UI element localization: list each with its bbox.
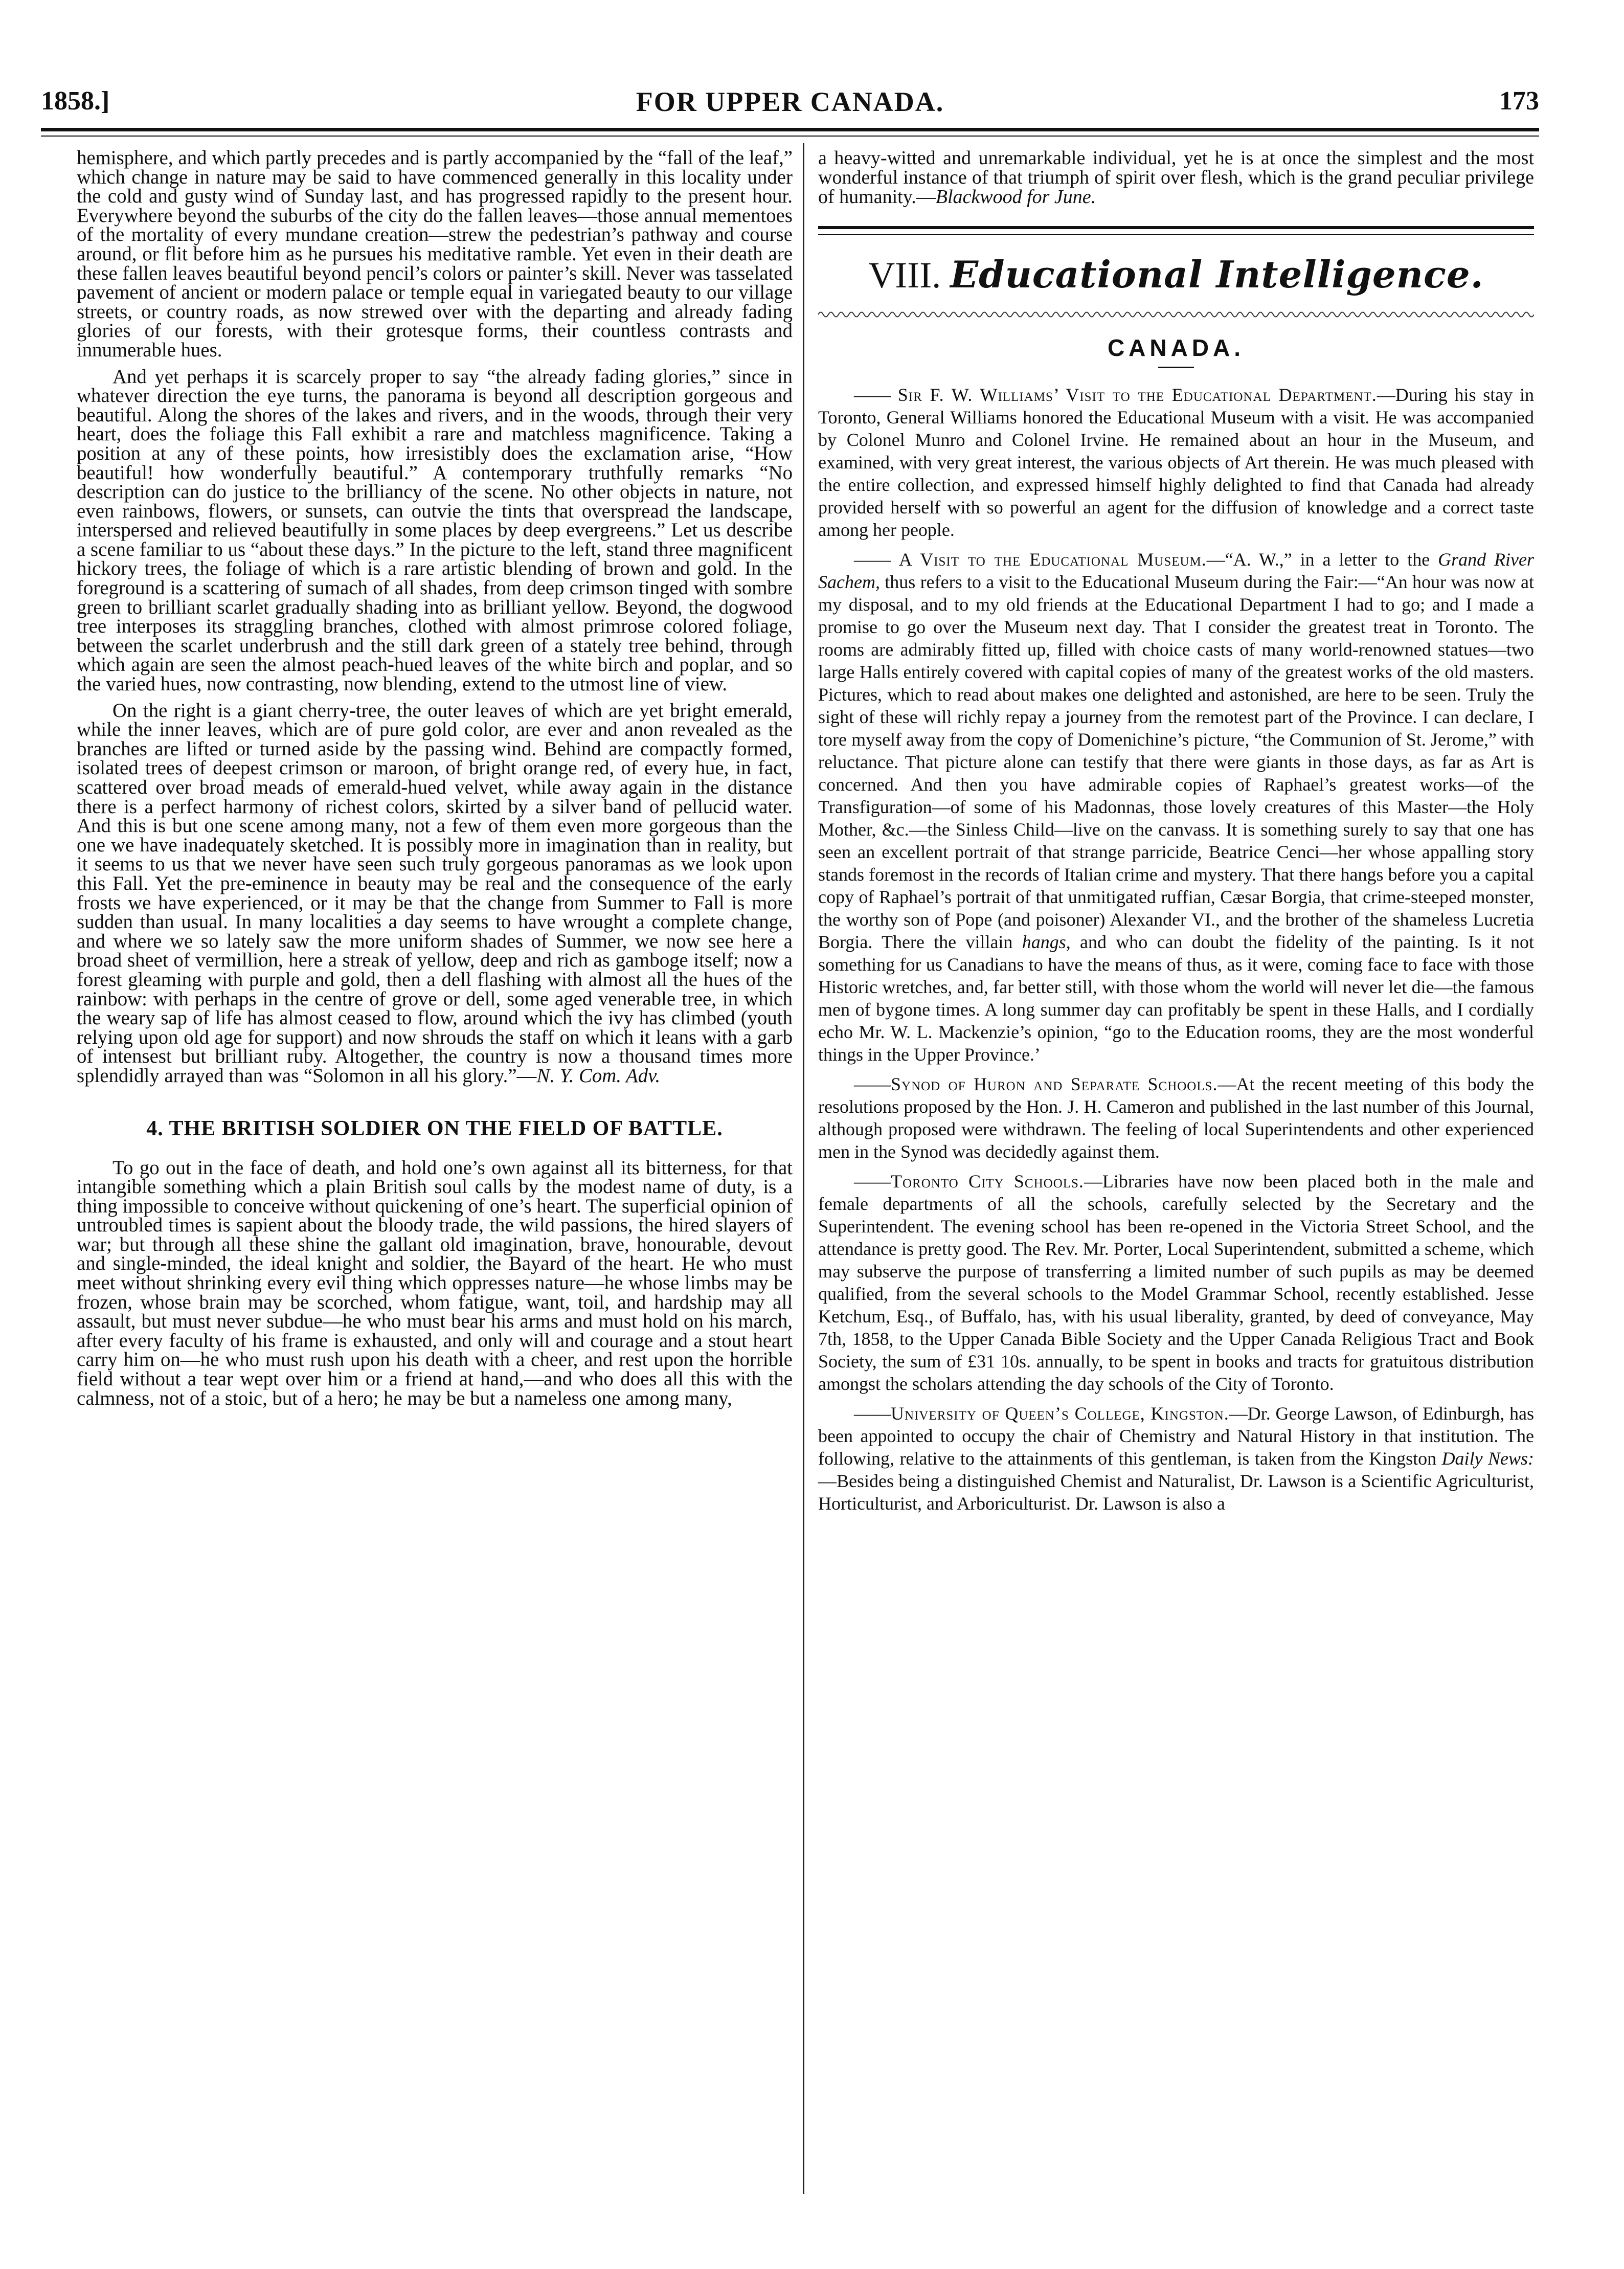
item-text: —Besides being a distinguished Chemist and Naturalist, Dr. Lawson is a Scientific Agriculturist, Horticulturist, and Arboriculturist. Dr. Lawson is also a <box>818 1471 1534 1514</box>
item-italic: hangs, <box>1022 932 1071 952</box>
paragraph-text: On the right is a giant cherry-tree, the outer leaves of which are yet bright emerald, while the inner leaves, which are of pure gold color, are ever and anon revealed as the branches are lifted or turned aside by the passing wind. Behind are compactly formed, isolated trees of deepest crimson or maroon, of bright orange red, of every hue, in fact, scattered over broad meads of emerald-hued velvet, while away again in the distance there is a perfect harmony of richest colors, skirted by a silver band of pellucid water. And this is but one scene among many, not a few of them even more gorgeous than the one we have inadequately sketched. It is possibly more in imagination than in reality, but it seems to us that we never have seen such truly gorgeous panoramas as we look upon this Fall. Yet the pre-eminence in beauty may be real and the consequence of the early frosts we have experienced, or it may be that the change from Summer to Fall is more sudden than usual. In many localities a day seems to have wrought a complete change, and where we so lately saw the more uniform shades of Summer, we now see here a broad sheet of vermillion, here a streak of yellow, deep and rich as gamboge itself; now a forest gleaming with purple and gold, then a dell flashing with almost all the hues of the rainbow: with perhaps in the centre of grove or dell, some aged venerable tree, in which the weary sap of life has almost ceased to flow, around which the ivy has climbed (youth relying upon old age for support) and now shrouds the staff on which it leans with a garb of intensest but brilliant ruby. Altogether, the country is now a thousand times more splendidly arrayed than was “Solomon in all his glory.”— <box>77 699 793 1087</box>
item-dash: —— <box>854 1171 891 1192</box>
item-text: —Libraries have now been placed both in the male and female departments of all the schools, carefully selected by the Secretary and the Superintendent. The evening school has been re-opened in the Victoria Street School, and the attendance is pretty good. The Rev. Mr. Porter, Local Superintendent, submitted a scheme, which may subserve the purpose of transferring a limited number of such pupils as may be deemed qualified, from the several schools to the Model Grammar School, recently established. Jesse Ketchum, Esq., of Buffalo, has, with his usual liberality, granted, by deed of conveyance, May 7th, 1858, to the Upper Canada Bible Society and the Upper Canada Religious Tract and Book Society, the sum of £31 10s. annually, to be spent in books and tracts for gratuitous distribution amongst the scholars attending the day schools of the City of Toronto. <box>818 1171 1534 1394</box>
item-text: —At the recent meeting of this body the resolutions proposed by the Hon. J. H. Cameron and published in the last number of this Journal, although proposed were withdrawn. The feeling of local Superintendents and other experienced men in the Synod was decidedly against them. <box>818 1074 1534 1162</box>
paragraph <box>818 148 1534 207</box>
paragraph: And yet perhaps it is scarcely proper to say “the already fading glories,” since in whatever direction the eye turns, the panorama is beyond all description gorgeous and beautiful. Along the shores of the lakes and rivers, and in the woods, through their very heart, does the foliage this Fall exhibit a rare and matchless magnificence. Taking a position at any of these points, how irresistibly does the exclamation arise, “How beautiful! how wonderfully beautiful.” A contemporary truthfully remarks “No description can do justice to the brilliancy of the scene. No other objects in nature, not even rainbows, flowers, or sunsets, can outvie the tints that overspread the landscape, interspersed and relieved beautifully in some places by deep evergreens.” Let us describe a scene familiar to us “about these days.” In the picture to the left, stand three magnificent hickory trees, the foliage of which is a rare artistic blending of brown and gold. In the foreground is a scattering of sumach of all shades, from deep crimson tinged with sombre green to brilliant scarlet gradually shading into as brilliant yellow. Beyond, the dogwood tree interposes its straggling branches, clothed with almost primrose colored foliage, between the scarlet underbrush and the still dark green of a stately tree behind, through which again are seen the almost peach-hued leaves of the white birch and poplar, and so the varied hues, now contrasting, now blending, extend to the utmost line of view. <box>77 365 793 695</box>
item-title: Toronto City Schools. <box>891 1171 1084 1192</box>
item-title: Sir F. W. Williams’ Visit to the Educational Department. <box>897 385 1377 405</box>
short-rule <box>1158 367 1194 368</box>
section-separator <box>818 226 1534 235</box>
column-divider <box>803 143 804 2194</box>
section-name: Educational Intelligence. <box>950 253 1484 296</box>
item-text: —During his stay in Toronto, General Williams honored the Educational Museum with a visit. He was accompanied by Colonel Munro and Colonel Irvine. He remained about an hour in the Museum, and examined, with very great interest, the various objects of Art therein. He was much pleased with the entire collection, and expressed himself highly delighted to find that Canada had already provided herself with so powerful an agent for the diffusion of knowledge and a correct taste among her people. <box>818 385 1535 540</box>
paragraph-text: a heavy-witted and unremarkable individual, yet he is at once the simplest and the most wonderful instance of that triumph of spirit over flesh, which is the grand peculiar privilege of humanity.— <box>818 147 1534 208</box>
item-dash: —— <box>854 1403 891 1424</box>
section-number: VIII. <box>868 255 941 296</box>
header-title: FOR UPPER CANADA. <box>636 86 944 117</box>
header-rule-thick <box>41 128 1539 131</box>
section-title <box>818 253 1534 297</box>
article-heading: 4. THE BRITISH SOLDIER ON THE FIELD OF BATTLE. <box>146 1116 723 1140</box>
item-italic: Grand River Sachem, <box>818 549 1534 592</box>
page-number: 173 <box>1499 86 1539 116</box>
item-dash: —— <box>854 385 898 405</box>
news-item <box>818 1402 1534 1515</box>
header-rule-thin <box>41 136 1539 137</box>
news-item <box>818 1170 1534 1395</box>
paragraph: To go out in the face of death, and hold one’s own against all its bitterness, for that intangible something which a plain British soul calls by the modest name of duty, is a thing impossible to conceive without quickening of one’s heart. The superficial opinion of untroubled times is sapient about the bloody trade, the wild passions, the hired slayers of war; but through all these shine the gallant old imagination, brave, honourable, devout and single-minded, the ideal knight and soldier, the Bayard of the heart. He who must meet without shrinking every evil thing which oppresses nature—he whose limbs may be frozen, whose brain may be scorched, whom fatigue, want, toil, and hardship may all assault, but must never subdue—he who must bear his arms and must hold on his march, after every faculty of his frame is exhausted, and only will and courage and a stout heart carry him on—he who must rush upon his death with a cheer, and rest upon the horrible field without a tear wept over him or a friend at hand,—and who does all this with the calmness, not of a stoic, but of a hero; he may be but a nameless one among many, <box>77 1156 793 1409</box>
news-item <box>818 1073 1534 1163</box>
source-citation: N. Y. Com. Adv. <box>536 1064 661 1087</box>
news-item <box>818 548 1534 1066</box>
running-header <box>41 86 1539 132</box>
item-italic: Daily News: <box>1441 1448 1534 1469</box>
item-title: Synod of Huron and Separate Schools. <box>891 1074 1218 1094</box>
paragraph: hemisphere, and which partly precedes and is partly accompanied by the “fall of the leaf,” which change in nature may be said to have commenced generally in this locality under the cold and gusty wind of Sunday last, and has progressed rapidly to the present hour. Everywhere beyond the suburbs of the city do the fallen leaves—those annual mementoes of the mortality of every mundane creation—strew the pedestrian’s pathway and course around, or flit before him as he pursues his meditative ramble. Yet even in their death are these fallen leaves beautiful beyond pencil’s colors or painter’s skill. Never was tasselated pavement of ancient or modern palace or temple equal in variegated beauty to our village streets, or country roads, as now strewed over with the departing and already fading glories of our forests, with their grotesque forms, their countless contrasts and innumerable hues. <box>77 147 793 361</box>
item-text: —Dr. George Lawson, of Edinburgh, has been appointed to occupy the chair of Chemistry and Natural History in that institution. The following, relative to the attainments of this gentleman, is taken from the Kingston <box>818 1403 1534 1469</box>
item-dash: —— <box>854 1074 891 1094</box>
left-column <box>77 148 793 1415</box>
source-citation: Blackwood for June. <box>935 186 1096 208</box>
right-column <box>818 148 1534 1522</box>
region-heading: CANADA. <box>1107 334 1245 361</box>
item-text: thus refers to a visit to the Educational Museum during the Fair:—“An hour was now at my disposal, and to my old friends at the Educational Department I had to go; and I made a promise to go over the Museum next day. That I consider the greatest treat in Toronto. The rooms are admirably fitted up, filled with choice casts of many world-renowned statues—two large Halls entirely covered with capital copies of many of the greatest works of the old masters. Pictures, which to read about makes one delighted and astonished, are here to be seen. Truly the sight of these will richly repay a journey from the remotest part of the Province. I can declare, I tore myself away from the copy of Domenichine’s picture, “the Communion of St. Jerome,” with reluctance. That picture alone can testify that there were giants in those days, as far as Art is concerned. And then you have admirable copies of Raphael’s greatest works—of the Transfiguration—of some of his Madonnas, those lovely creatures of this Master—the Holy Mother, &c.—the Sinless Child—live on the canvass. It is something surely to say that one has seen an excellent portrait of that strange parricide, Beatrice Cenci—her whose appalling story stands foremost in the records of Italian crime and mystery. That there hangs before you a capital copy of Raphael’s portrait of that unmitigated ruffian, Cæsar Borgia, that crime-steeped monster, the worthy son of Pope (and poisoner) Alexander VI., and the brother of the shameless Lucretia Borgia. There the villain <box>818 572 1534 952</box>
item-title: University of Queen’s College, Kingston. <box>891 1403 1229 1424</box>
item-text: —“A. W.,” in a letter to the <box>1206 549 1438 570</box>
news-item <box>818 384 1534 541</box>
item-dash: —— <box>854 549 899 570</box>
item-title: A Visit to the Educational Museum. <box>898 549 1207 570</box>
item-text: and who can doubt the fidelity of the painting. Is it not something for us Canadians to have the means of thus, as it were, coming face to face with those Historic wretches, and, far better still, with those whom the world will never let die—the famous men of bygone times. A long summer day can profitably be spent in these Halls, and I cordially echo Mr. W. L. Mackenzie’s opinion, “go to the Education rooms, they are the most wonderful things in the Upper Province.’ <box>818 932 1534 1065</box>
paragraph <box>77 701 793 1086</box>
wavy-rule <box>818 309 1534 320</box>
header-year: 1858.] <box>41 86 110 116</box>
